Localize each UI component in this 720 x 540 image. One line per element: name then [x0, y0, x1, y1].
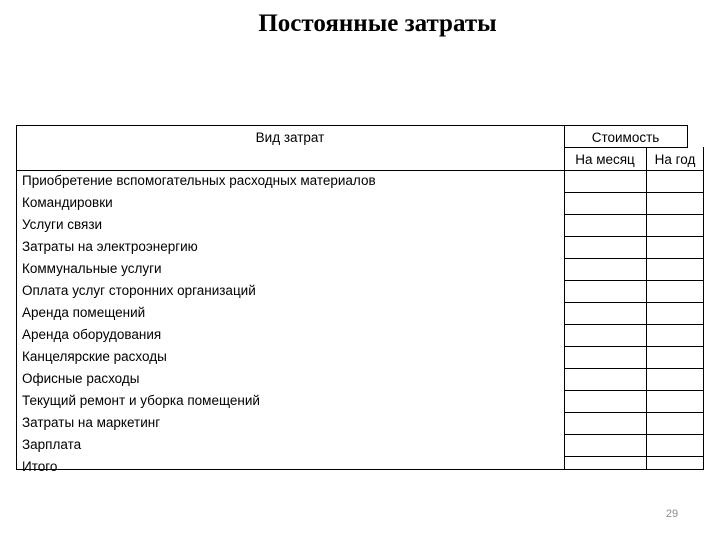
row-label: Командировки — [22, 195, 113, 210]
table-left-border — [16, 125, 17, 469]
row-separator — [564, 368, 704, 369]
cost-box-left-border — [564, 125, 565, 147]
row-separator — [564, 192, 704, 193]
row-separator — [564, 214, 704, 215]
row-separator — [564, 280, 704, 281]
row-separator — [564, 434, 704, 435]
month-column-left-border — [564, 147, 565, 469]
row-separator — [564, 346, 704, 347]
row-label: Коммунальные услуги — [22, 261, 162, 276]
slide-title: Постоянные затраты — [258, 10, 497, 37]
row-separator — [564, 412, 704, 413]
row-separator — [564, 324, 704, 325]
row-separator — [564, 302, 704, 303]
header-cost: Стоимость — [591, 130, 660, 145]
row-separator — [564, 390, 704, 391]
header-per-month: На месяц — [575, 152, 635, 167]
row-separator — [564, 456, 704, 457]
row-label: Аренда оборудования — [22, 327, 162, 342]
row-label: Услуги связи — [22, 217, 103, 232]
row-label: Итого — [22, 459, 58, 474]
row-label: Оплата услуг сторонних организаций — [22, 283, 256, 298]
row-separator — [564, 258, 704, 259]
header-cost-type: Вид затрат — [255, 130, 325, 145]
table-right-border — [703, 147, 704, 469]
row-label: Текущий ремонт и уборка помещений — [22, 393, 260, 408]
row-label: Аренда помещений — [22, 305, 146, 320]
row-label: Зарплата — [22, 437, 82, 452]
header-per-year: На год — [654, 152, 696, 167]
row-label: Приобретение вспомогательных расходных материалов — [22, 173, 376, 188]
row-label: Затраты на маркетинг — [22, 415, 161, 430]
row-label: Канцелярские расходы — [22, 349, 167, 364]
row-separator — [564, 236, 704, 237]
cost-box-bottom-border — [564, 147, 688, 148]
fixed-costs-table — [16, 125, 704, 481]
year-column-left-border — [646, 147, 647, 469]
table-bottom-border — [16, 469, 704, 470]
page-number: 29 — [665, 508, 679, 520]
row-label: Офисные расходы — [22, 371, 140, 386]
table-top-border — [16, 125, 687, 126]
row-label: Затраты на электроэнергию — [22, 239, 198, 254]
cost-box-right-border — [687, 125, 688, 147]
